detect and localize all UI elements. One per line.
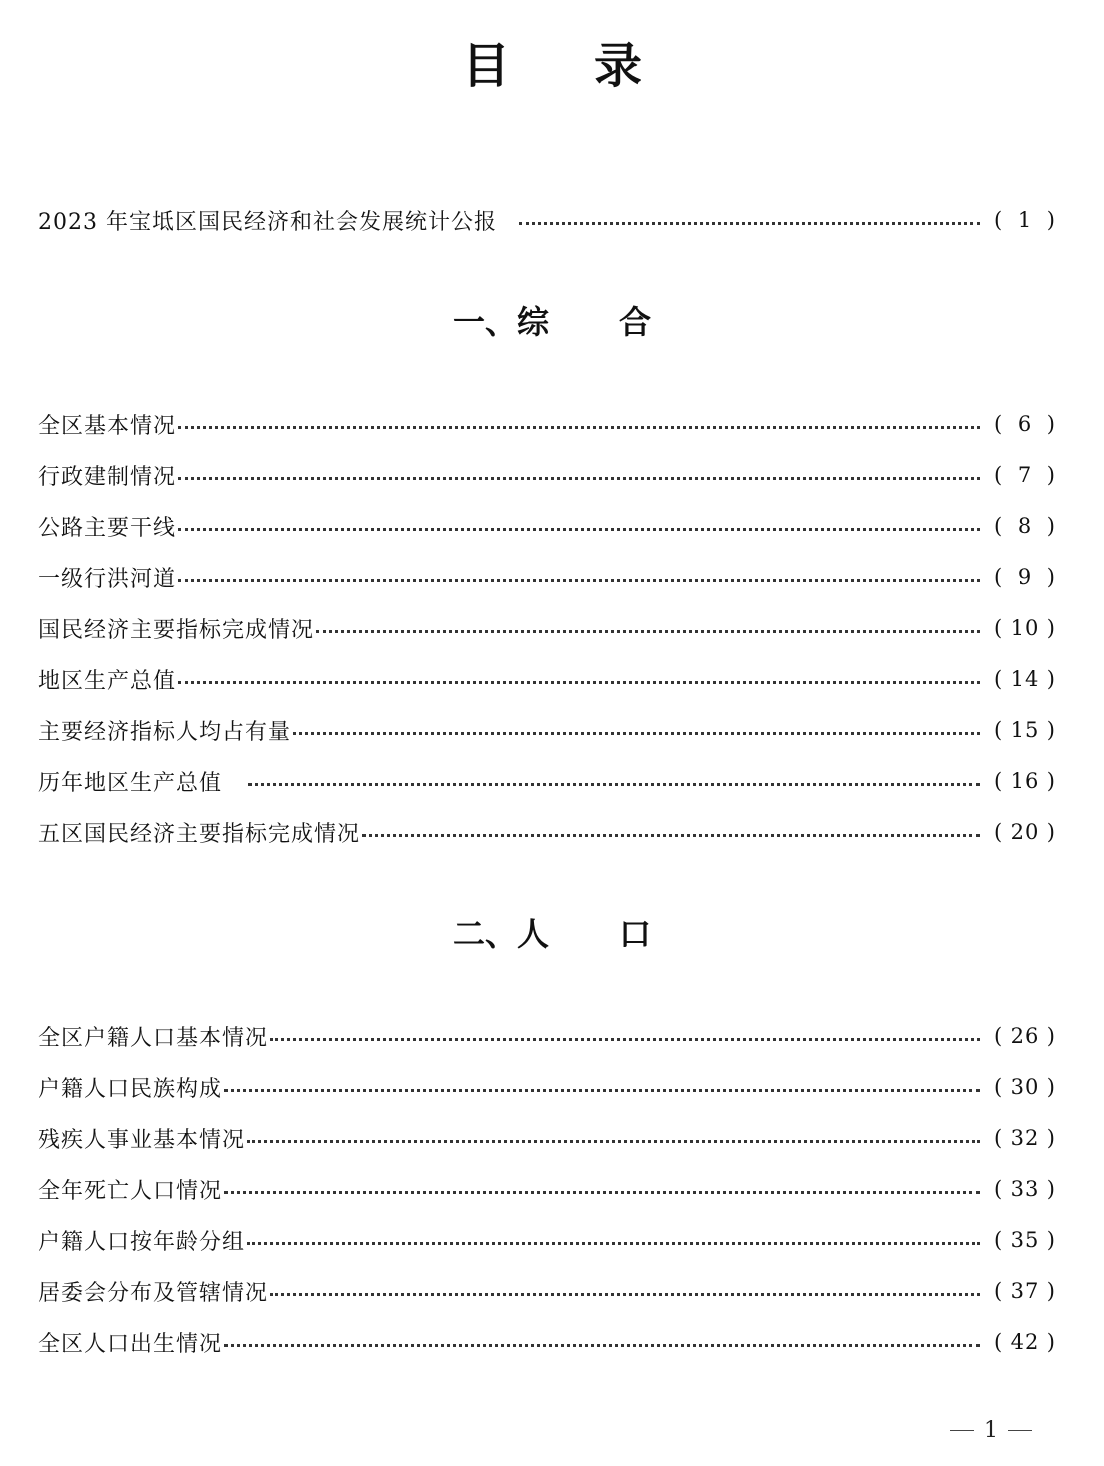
toc-page-ref: ( 30 ) xyxy=(994,1075,1056,1099)
toc-page-ref: ( 35 ) xyxy=(994,1228,1056,1252)
toc-entry-label: 一级行洪河道 xyxy=(38,566,177,592)
dot-leader xyxy=(224,1191,980,1194)
page-title-char-2: 录 xyxy=(594,38,643,94)
dot-leader xyxy=(178,681,980,684)
dot-leader xyxy=(362,834,980,837)
section-heading-population xyxy=(0,912,1104,956)
footer-dash-right xyxy=(1008,1430,1032,1431)
section-heading-suffix: 合 xyxy=(619,303,652,341)
toc-entry-label: 国民经济主要指标完成情况 xyxy=(38,617,315,643)
toc-entry-label: 行政建制情况 xyxy=(38,464,177,490)
toc-entry[interactable] xyxy=(38,1275,1056,1307)
toc-page-ref: ( 1 ) xyxy=(994,208,1056,232)
toc-entry[interactable] xyxy=(38,1071,1056,1103)
dot-leader xyxy=(270,1293,980,1296)
toc-page-ref: ( 32 ) xyxy=(994,1126,1056,1150)
toc-page-ref: ( 37 ) xyxy=(994,1279,1056,1303)
toc-entry[interactable] xyxy=(38,663,1056,695)
toc-entry[interactable] xyxy=(38,816,1056,848)
dot-leader xyxy=(316,630,980,633)
toc-entry-label: 居委会分布及管辖情况 xyxy=(38,1280,269,1306)
dot-leader xyxy=(178,528,980,531)
dot-leader xyxy=(178,477,980,480)
toc-page-ref: ( 16 ) xyxy=(994,769,1056,793)
toc-entry-label: 户籍人口民族构成 xyxy=(38,1076,223,1102)
toc-page-ref: ( 15 ) xyxy=(994,718,1056,742)
section-heading-suffix: 口 xyxy=(619,915,652,953)
toc-entry[interactable] xyxy=(38,408,1056,440)
toc-page-ref: ( 8 ) xyxy=(994,514,1056,538)
section-heading-overview xyxy=(0,300,1104,344)
dot-leader xyxy=(519,222,980,225)
toc-page-ref: ( 33 ) xyxy=(994,1177,1056,1201)
toc-entry-label: 公路主要干线 xyxy=(38,515,177,541)
toc-entry-label: 地区生产总值 xyxy=(38,668,177,694)
dot-leader xyxy=(293,732,980,735)
toc-entry-label: 户籍人口按年龄分组 xyxy=(38,1229,246,1255)
toc-entry[interactable] xyxy=(38,1326,1056,1358)
dot-leader xyxy=(178,579,980,582)
toc-entry[interactable] xyxy=(38,765,1056,797)
page-title-char-1: 目 xyxy=(461,38,510,94)
toc-entry-label: 残疾人事业基本情况 xyxy=(38,1127,246,1153)
toc-entry-label: 五区国民经济主要指标完成情况 xyxy=(38,821,361,847)
dot-leader xyxy=(247,1242,980,1245)
toc-page-ref: ( 7 ) xyxy=(994,463,1056,487)
toc-entry[interactable] xyxy=(38,1020,1056,1052)
toc-page-ref: ( 26 ) xyxy=(994,1024,1056,1048)
section-heading-prefix: 二、人 xyxy=(452,915,549,953)
toc-page-ref: ( 42 ) xyxy=(994,1330,1056,1354)
dot-leader xyxy=(248,783,980,786)
toc-entry[interactable] xyxy=(38,459,1056,491)
dot-leader xyxy=(224,1089,980,1092)
dot-leader xyxy=(178,426,980,429)
toc-page-ref: ( 10 ) xyxy=(994,616,1056,640)
toc-page-ref: ( 14 ) xyxy=(994,667,1056,691)
dot-leader xyxy=(224,1344,980,1347)
toc-entry-label: 2023 年宝坻区国民经济和社会发展统计公报 xyxy=(38,209,497,235)
footer-page-number: 1 xyxy=(984,1418,998,1443)
toc-entry-label: 主要经济指标人均占有量 xyxy=(38,719,292,745)
page-title xyxy=(0,34,1104,98)
toc-entry[interactable] xyxy=(38,1173,1056,1205)
footer-dash-left xyxy=(950,1430,974,1431)
dot-leader xyxy=(247,1140,980,1143)
toc-entry[interactable] xyxy=(38,612,1056,644)
toc-page-ref: ( 20 ) xyxy=(994,820,1056,844)
toc-entry[interactable] xyxy=(38,1224,1056,1256)
toc-entry-label: 全区人口出生情况 xyxy=(38,1331,223,1357)
toc-entry[interactable] xyxy=(38,714,1056,746)
toc-entry-label: 全区基本情况 xyxy=(38,413,177,439)
toc-page-ref: ( 6 ) xyxy=(994,412,1056,436)
dot-leader xyxy=(270,1038,980,1041)
toc-entry-bulletin[interactable] xyxy=(38,204,1056,236)
toc-entry-label: 历年地区生产总值 xyxy=(38,770,223,796)
toc-entry[interactable] xyxy=(38,1122,1056,1154)
section-heading-prefix: 一、综 xyxy=(452,303,549,341)
toc-page-ref: ( 9 ) xyxy=(994,565,1056,589)
toc-entry-label: 全区户籍人口基本情况 xyxy=(38,1025,269,1051)
toc-entry-label: 全年死亡人口情况 xyxy=(38,1178,223,1204)
page-footer xyxy=(940,1418,1042,1443)
toc-entry[interactable] xyxy=(38,561,1056,593)
toc-entry[interactable] xyxy=(38,510,1056,542)
